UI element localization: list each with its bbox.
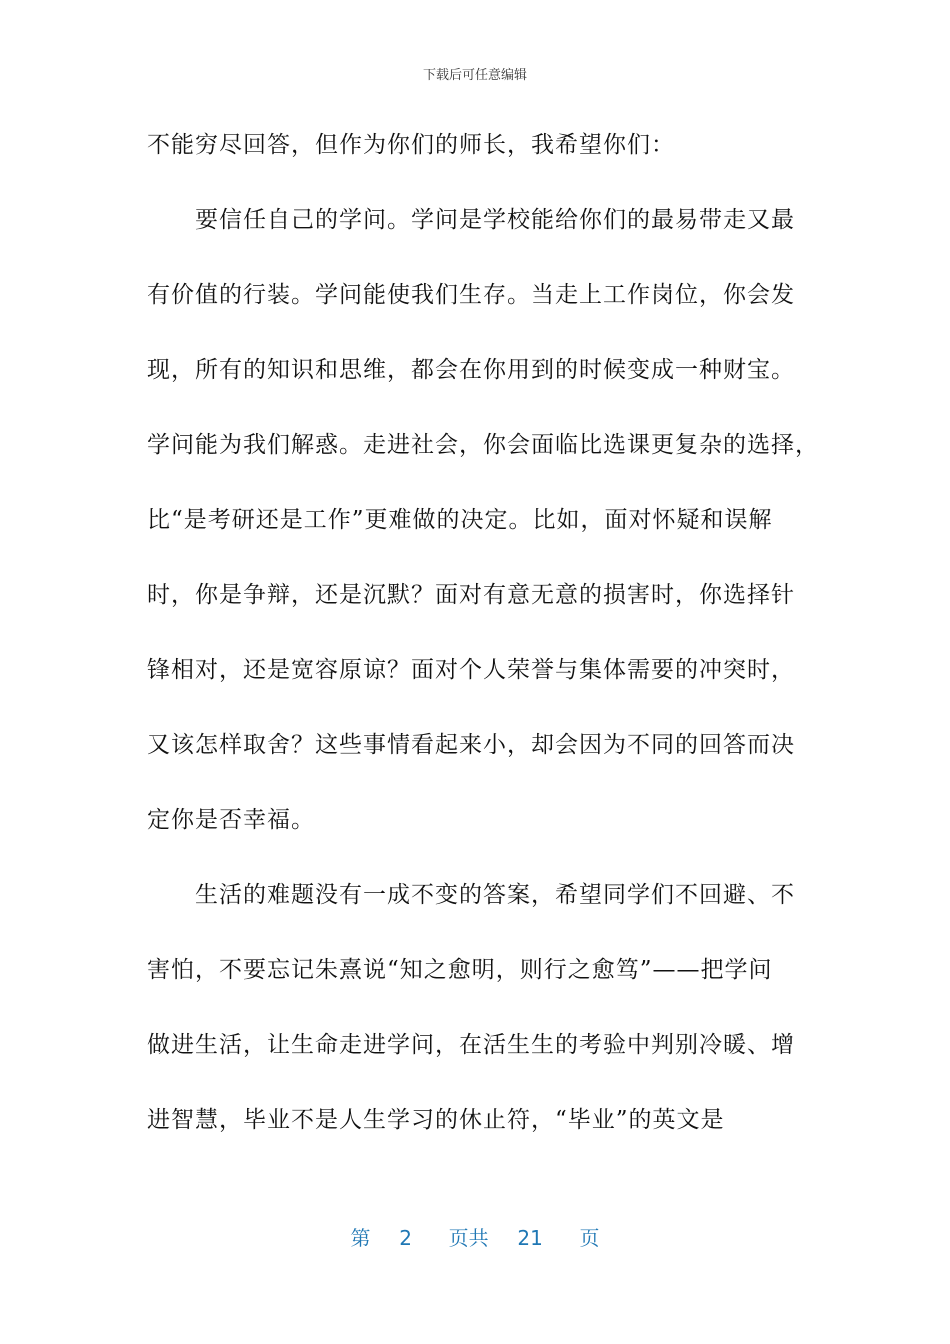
footer-page-total: 21 — [517, 1226, 543, 1250]
text-line: 比“是考研还是工作”更难做的决定。比如，面对怀疑和误解 — [147, 507, 773, 533]
text-line: 做进生活，让生命走进学问，在活生生的考验中判别冷暖、增 — [147, 1032, 795, 1058]
footer-page-number: 2 — [399, 1226, 412, 1250]
text-line: 定你是否幸福。 — [147, 807, 315, 833]
footer-page-suffix: 页 — [579, 1226, 600, 1250]
text-line: 学问能为我们解惑。走进社会，你会面临比选课更复杂的选择， — [147, 432, 819, 458]
footer-page-prefix: 第 — [350, 1226, 371, 1250]
text-line: 时，你是争辩，还是沉默？面对有意无意的损害时，你选择针 — [147, 582, 795, 608]
text-line: 要信任自己的学问。学问是学校能给你们的最易带走又最 — [147, 207, 795, 233]
text-line: 又该怎样取舍？这些事情看起来小，却会因为不同的回答而决 — [147, 732, 795, 758]
text-line: 现，所有的知识和思维，都会在你用到的时候变成一种财宝。 — [147, 357, 795, 383]
text-line: 害怕，不要忘记朱熹说“知之愈明，则行之愈笃”——把学问 — [147, 957, 773, 983]
text-line: 有价值的行装。学问能使我们生存。当走上工作岗位，你会发 — [147, 282, 795, 308]
footer-page-middle: 页共 — [448, 1226, 489, 1250]
text-line: 锋相对，还是宽容原谅？面对个人荣誉与集体需要的冲突时， — [147, 657, 795, 683]
document-body — [147, 108, 819, 1158]
text-line: 进智慧，毕业不是人生学习的休止符，“毕业”的英文是 — [147, 1107, 725, 1133]
page-footer — [0, 1222, 950, 1251]
text-line: 生活的难题没有一成不变的答案，希望同学们不回避、不 — [147, 882, 795, 908]
page-header-note: 下载后可任意编辑 — [422, 68, 527, 83]
text-line: 不能穷尽回答，但作为你们的师长，我希望你们： — [147, 132, 675, 158]
